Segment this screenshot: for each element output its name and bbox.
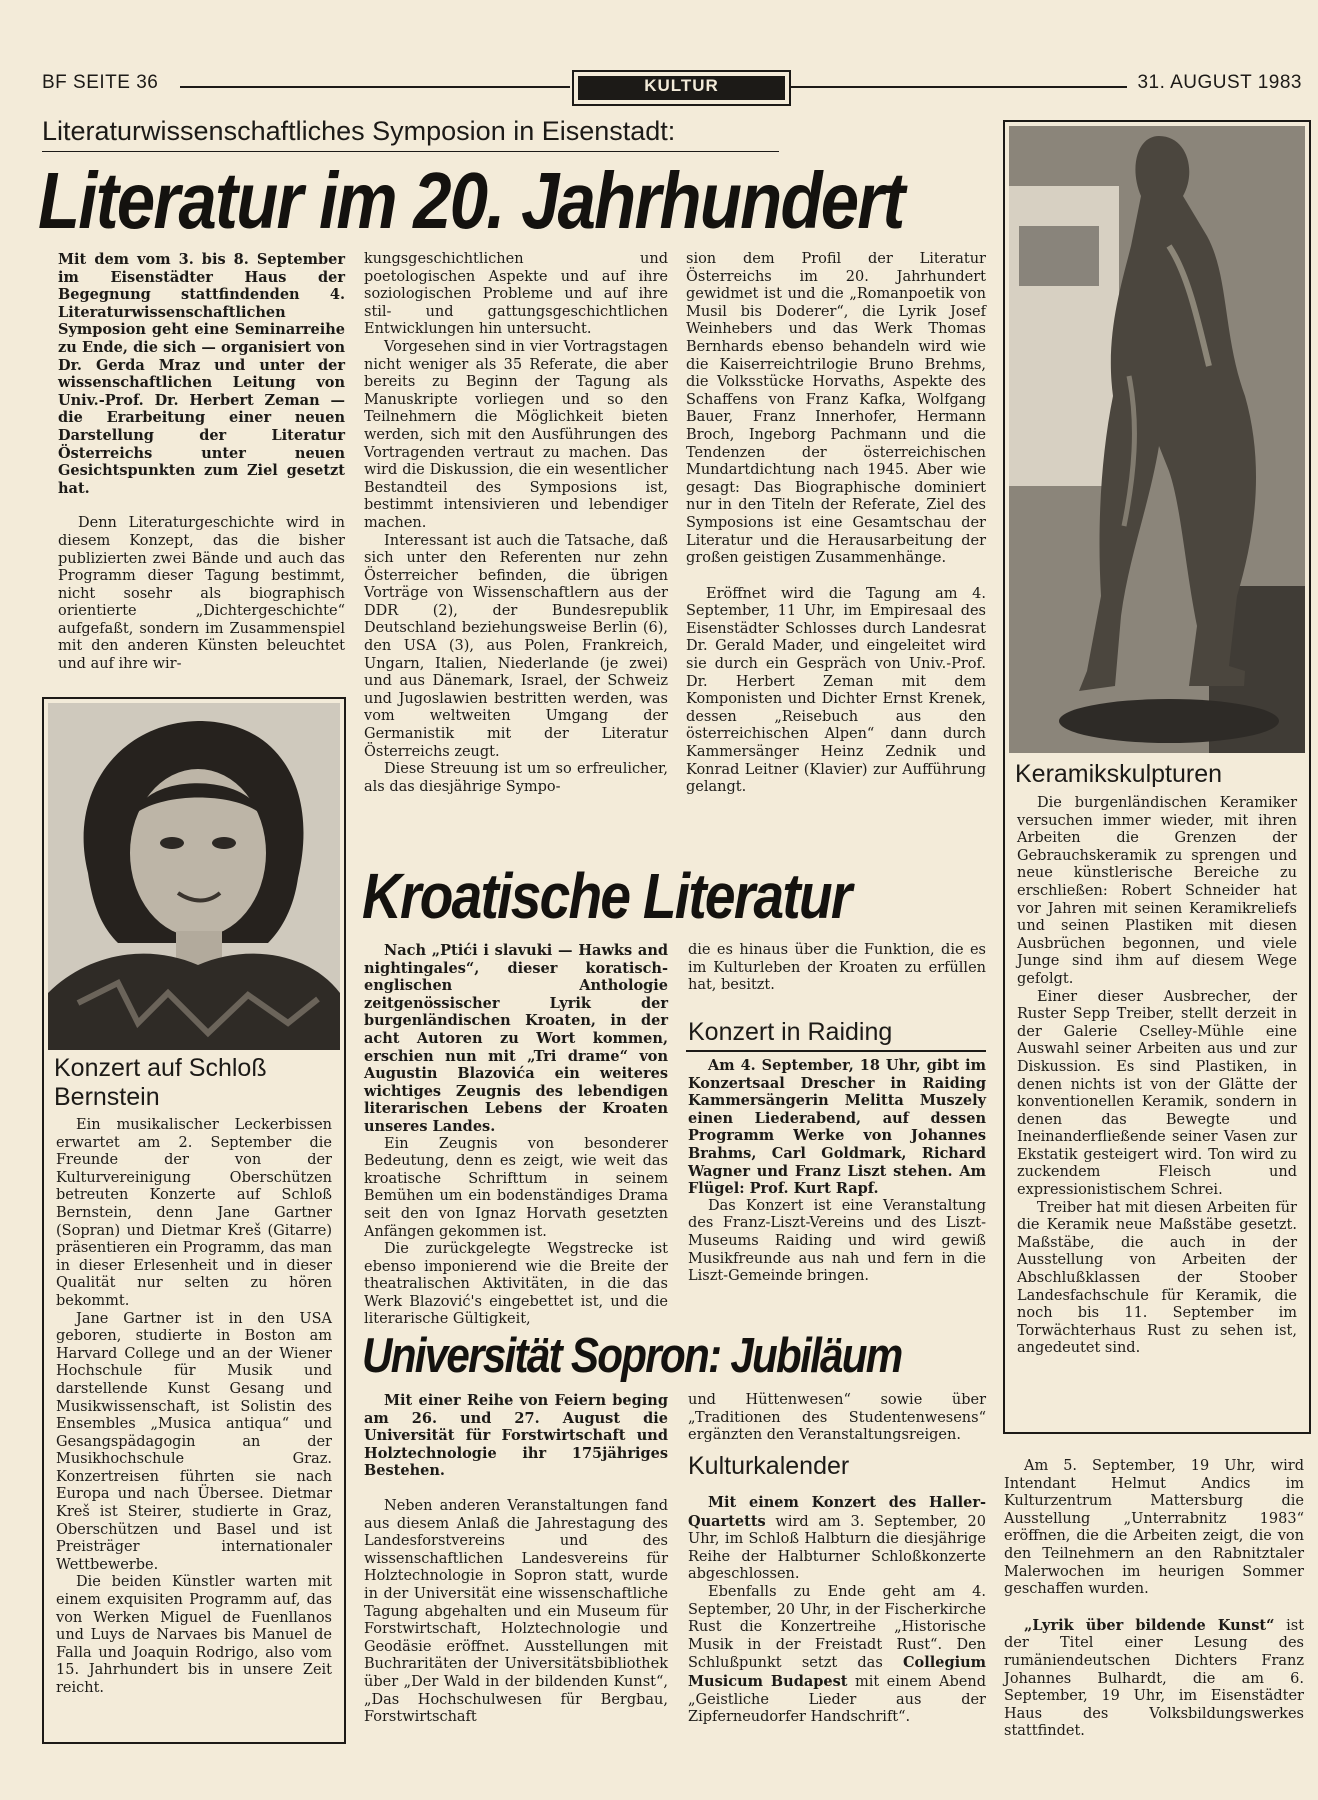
keramik-box [1003, 120, 1311, 1434]
portrait-photo [48, 703, 340, 1050]
kalender-p2 [688, 1584, 986, 1727]
raiding-rule [686, 1050, 986, 1052]
main-col2-p3: Interessant ist auch die Tatsache, daß sich unter den Referenten nur zehn Österreicher befinden, die übrigen Vorträge von Wissenschaftlern aus der DDR (2), der Bundesrepublik Deutschland beziehungsweise Berlin (6), den USA (3), aus Polen, Frankreich, Ungarn, Italien, Niederlande (je zwei) und aus Dänemark, Israel, der Schweiz und Jugoslawien bestritten werden, was vom weltweiten Umgang der Germanistik mit der Literatur Österreichs zeugt. [364, 532, 668, 760]
raiding-text [688, 1057, 986, 1286]
main-col-3 [686, 251, 986, 797]
kicker: Literaturwissenschaftliches Symposion in Eisenstadt: [42, 116, 676, 146]
section-label: KULTUR [578, 76, 785, 100]
sculpture-photo [1009, 126, 1305, 753]
kalender-p3: Am 5. September, 19 Uhr, wird Intendant Helmut Andics im Kulturzentrum Mattersburg die Ausstellung „Unterrabnitz 1983“ eröffnen, die die Arbeiten zeigt, die von den Teilnehmern an den Rabnitztaler Malerwochen im heurigen Sommer geschaffen wurden. [1004, 1458, 1304, 1598]
kroatisch-col-2 [688, 942, 986, 995]
kalender-p1 [688, 1494, 986, 1584]
kalender-p2-b: mit einem Abend „Geistliche Lieder aus der Zipferneudorfer Handschrift“. [688, 1673, 987, 1726]
kulturkalender-col-2 [1004, 1458, 1304, 1741]
issue-date: 31. AUGUST 1983 [1137, 72, 1302, 93]
bernstein-p3: Die beiden Künstler warten mit einem exquisiten Programm auf, das von Werken Miguel de Fuenllanos und Luys de Narvaes bis Manuel de Falla und Joaquin Rodrigo, also vom 15. Jahrhundert bis in unsere Zeit reicht. [56, 1574, 332, 1696]
bernstein-p2: Jane Gartner ist in den USA geboren, studierte in Boston am Harvard College und an der Wiener Hochschule für Musik und darstellende Kunst Gesang und Musikwissenschaft, ist Solistin des Ensembles „Musica antiqua“ und Gesangspädagogin an der Musikhochschule Graz. Konzertreisen führten sie nach Europa und nach Übersee. Dietmar Kreš ist Steirer, studierte in Graz, Oberschützen und Basel und ist Preisträger internationaler Wettbewerbe. [56, 1310, 332, 1573]
main-col3-p2: Eröffnet wird die Tagung am 4. September, 11 Uhr, im Empiresaal des Eisenstädter Schlosses durch Landesrat Dr. Gerald Mader, und eingeleitet wird sie durch ein Gespräch von Univ.-Prof. Dr. Herbert Zeman mit dem Komponisten und Dichter Ernst Krenek, dessen „Reisebuch aus den österreichischen Alpen“ dann durch Kammersänger Heinz Zednik und Konrad Leitner (Klavier) zur Aufführung gelangt. [686, 585, 986, 796]
portrait-image [48, 703, 340, 1050]
keramik-p1: Die burgenländischen Keramiker versuchen immer wieder, mit ihren Arbeiten die Grenzen der Gebrauchskeramik zu sprengen und neue künstlerische Bereiche zu erschließen: Robert Schneider hat vor Jahren mit seinen Keramikreliefs und seinen Plastiken mit diesen Ausbrüchen begonnen, und viele Junge sind ihm auf diesem Wege gefolgt. [1017, 795, 1297, 987]
main-col2-p1: kungsgeschichtlichen und poetologischen Aspekte und auf ihre soziologischen Probleme und auf ihre stil- und gattungsgeschichtlichen Entwicklungen hin untersucht. [364, 251, 668, 338]
keramik-p2: Einer dieser Ausbrecher, der Ruster Sepp Treiber, stellt derzeit in der Galerie Cselley-Mühle eine Auswahl seiner Arbeiten aus und zur Diskussion. Es sind Plastiken, in denen nichts ist von der Glätte der konventionellen Keramik, sondern in denen das Bewegte und Ineinanderfließende seiner Vasen zur Ekstatik gesteigert wird. Ton wird zu zuckendem Fleisch und expressionistischem Schrei. [1017, 988, 1297, 1199]
kalender-p4-lead: „Lyrik über bildende Kunst“ [1024, 1616, 1275, 1634]
sopron-headline: Universität Sopron: Jubiläum [362, 1329, 902, 1383]
section-label-box [572, 70, 791, 106]
sopron-p2: und Hüttenwesen“ sowie über „Traditionen des Studentenwesens“ ergänzten den Veranstaltungsreigen. [688, 1392, 986, 1444]
kroatisch-col-1 [364, 942, 668, 1329]
kalender-p1-lead: Mit einem Konzert des Haller-Quartetts [688, 1494, 986, 1530]
kroatisch-p3: die es hinaus über die Funktion, die es im Kulturleben der Kroaten zu erfüllen hat, besitzt. [688, 942, 986, 994]
main-col2-p4: Diese Streuung ist um so erfreulicher, als das diesjährige Sympo- [364, 761, 668, 795]
main-col-2 [364, 251, 668, 796]
kalender-p4-rest: ist der Titel einer Lesung des rumäniendeutschen Dichters Franz Johannes Bulhardt, die am 6. September, 19 Uhr, im Eisenstädter Haus des Volksbildungswerkes stattfindet. [1004, 1617, 1305, 1740]
header-rule-left [180, 86, 570, 88]
bernstein-text [56, 1117, 332, 1698]
kalender-p1-rest: wird am 3. September, 20 Uhr, im Schloß Halbturn die diesjährige Reihe der Halbturner Schloßkonzerte abgeschlossen. [688, 1513, 986, 1583]
kroatisch-headline: Kroatische Literatur [362, 860, 851, 932]
kalender-p2-bold: Collegium Musicum Budapest [688, 1654, 987, 1690]
main-col2-p2: Vorgesehen sind in vier Vortragstagen nicht weniger als 35 Referate, die aber bereits zu Beginn der Tagung als Manuskripte vorliegen und so den Teilnehmern die Möglichkeit bieten werden, sich mit den Ausführungen des Vortragenden vertraut zu machen. Das wird die Diskussion, die ein wesentlicher Bestandteil des Symposions ist, bestimmt intensivieren und lebendiger machen. [364, 338, 668, 531]
keramik-caption: Keramikskulpturen [1015, 760, 1223, 788]
keramik-text [1017, 795, 1297, 1358]
page-number: BF SEITE 36 [42, 72, 159, 93]
kulturkalender-col-1 [688, 1494, 986, 1727]
sopron-p1: Neben anderen Veranstaltungen fand aus diesem Anlaß die Jahrestagung des Landesforstvereins und des wissenschaftlichen Landesvereins für Holztechnologie in Sopron statt, wurde in der Universität eine wissenschaftliche Tagung abgehalten und ein Museum für Forstwirtschaft, Holztechnologie und Geodäsie eröffnet. Ausstellungen mit Buchraritäten der Universitätsbibliothek über „Der Wald in der bildenden Kunst“, „Das Hochschulwesen für Bergbau, Forstwirtschaft [364, 1497, 668, 1726]
kroatisch-p1: Ein Zeugnis von besonderer Bedeutung, denn es zeigt, wie weit das kroatische Schrifttum in seinem Bemühen um ein bodenständiges Drama seit den von Ignaz Horvath gesetzten Anfängen gekommen ist. [364, 1135, 668, 1240]
raiding-title: Konzert in Raiding [688, 1018, 893, 1046]
main-lead: Mit dem vom 3. bis 8. September im Eisenstädter Haus der Begegnung stattfindenden 4. Literaturwissenschaftlichen Symposion geht eine Seminarreihe zu Ende, die sich — organisiert von Dr. Gerda Mraz und unter der wissenschaftlichen Leitung von Univ.-Prof. Dr. Herbert Zeman — die Erarbeitung einer neuen Darstellung der Literatur Österreichs unter neuen Gesichtspunkten zum Ziel gesetzt hat. [58, 251, 345, 497]
kroatisch-p2: Die zurückgelegte Wegstrecke ist ebenso imponierend wie die Breite der theatralischen Aktivitäten, in die das Werk Blazović's eingebettet ist, und die literarische Gültigkeit, [364, 1241, 668, 1328]
sopron-col-1 [364, 1392, 668, 1727]
bernstein-title: Konzert auf Schloß Bernstein [54, 1054, 267, 1111]
sopron-lead: Mit einer Reihe von Feiern beging am 26. und 27. August die Universität für Forstwirtschaft und Holztechnologie ihr 175jähriges Bestehen. [364, 1392, 668, 1480]
kicker-underline [42, 151, 779, 152]
bernstein-p1: Ein musikalischer Leckerbissen erwartet am 2. September die Freunde der von der Kulturvereinigung Oberschützen betreuten Konzerte auf Schloß Bernstein, denn Jane Gartner (Sopran) und Dietmar Kreš (Gitarre) präsentieren ein Programm, das man in dieser Erlesenheit und in dieser Qualität nur selten zu hören bekommt. [56, 1117, 332, 1309]
sopron-col-2 [688, 1392, 986, 1445]
kroatisch-lead: Nach „Ptići i slavuki — Hawks and nightingales“, dieser koratisch-englischen Anthologie zeitgenössischer Lyrik der burgenländischen Kroaten, in der acht Autoren zu Wort kommen, erschien nun mit „Tri drame“ von Augustin Blazovića ein weiteres wichtiges Zeugnis des lebendigen literarischen Lebens der Kroaten unseres Landes. [364, 942, 668, 1135]
raiding-p1: Das Konzert ist eine Veranstaltung des Franz-Liszt-Vereins und des Liszt-Museums Raiding und wird gewiß Musikfreunde aus nah und fern in die Liszt-Gemeinde bringen. [688, 1197, 986, 1285]
raiding-lead: Am 4. September, 18 Uhr, gibt im Konzertsaal Drescher in Raiding Kammersängerin Melitta Muszely einen Liederabend, auf dessen Programm Werke von Johannes Brahms, Carl Goldmark, Richard Wagner und Franz Liszt stehen. Am Flügel: Prof. Kurt Rapf. [688, 1057, 986, 1198]
main-col-1 [58, 251, 345, 674]
bernstein-box [42, 697, 346, 1744]
kulturkalender-title: Kulturkalender [688, 1452, 850, 1480]
main-col1-p1: Denn Literaturgeschichte wird in diesem Konzept, das die bisher publizierten zwei Bände und auch das Programm dieser Tagung bestimmt, nicht sosehr als biographisch orientierte „Dichtergeschichte“ aufgefaßt, sondern im Zusammenspiel mit den anderen Künsten beleuchtet und auf ihre wir- [58, 515, 345, 673]
sculpture-image [1009, 126, 1305, 753]
kalender-p2-a: Ebenfalls zu Ende geht am 4. September, 20 Uhr, in der Fischerkirche Rust die Konzertreihe „Historische Musik in der Freistadt Rust“. Den Schlußpunkt setzt das [688, 1583, 986, 1672]
header-rule-right [791, 86, 1127, 88]
main-col3-p1: sion dem Profil der Literatur Österreichs im 20. Jahrhundert gewidmet ist und die „Romanpoetik von Musil bis Doderer“, die Lyrik Josef Weinhebers und das Werk Thomas Bernhards ebenso behandeln wird wie die Kaiserreichtrilogie Bruno Brehms, die Volksstücke Horvaths, Aspekte des Schaffens von Franz Kafka, Wolfgang Bauer, Franz Innerhofer, Hermann Broch, Ingeborg Pachmann und die Tendenzen der österreichischen Mundartdichtung nach 1945. Aber wie gesagt: Das Biographische dominiert nur in den Titeln der Referate, Ziel des Symposions ist eine Gesamtschau der Literatur und die Herausarbeitung der großen geistigen Zusammenhänge. [686, 251, 986, 567]
main-headline: Literatur im 20. Jahrhundert [38, 156, 904, 245]
kalender-p4 [1004, 1617, 1304, 1741]
keramik-p3: Treiber hat mit diesen Arbeiten für die Keramik neue Maßstäbe gesetzt. Maßstäbe, die auch in der Ausstellung von Arbeiten der Abschlußklassen der Stoober Landesfachschule für Keramik, die noch bis 11. September im Torwächterhaus Rust zu sehen ist, angedeutet sind. [1017, 1199, 1297, 1357]
